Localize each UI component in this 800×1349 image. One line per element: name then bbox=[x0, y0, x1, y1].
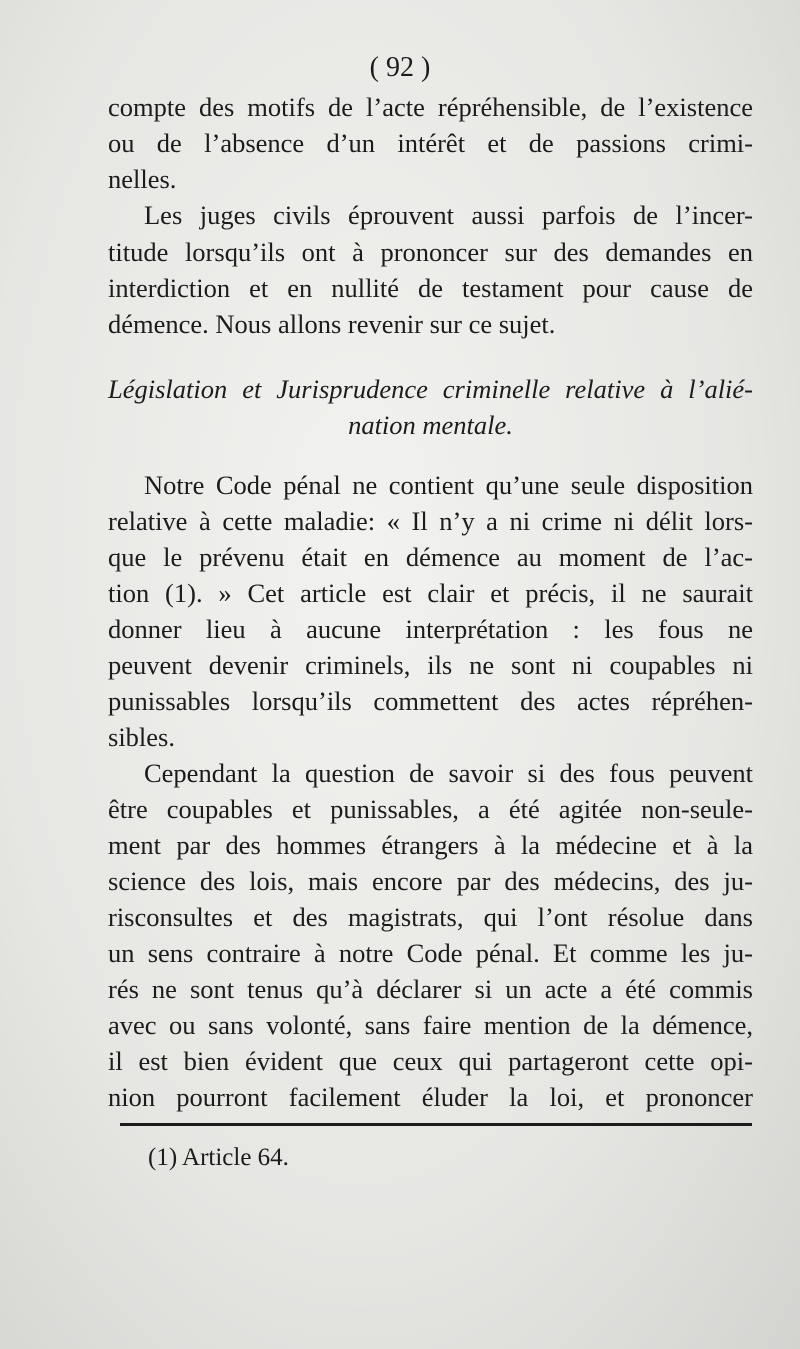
section-heading-continuation: nation mentale. bbox=[348, 410, 513, 440]
text-line: que le prévenu était en démence au moment de l’ac- bbox=[108, 542, 753, 572]
text-line: nelles. bbox=[108, 164, 177, 194]
text-line: titude lorsqu’ils ont à prononcer sur des demandes en bbox=[108, 237, 753, 267]
text-line: sibles. bbox=[108, 722, 175, 752]
footnote: (1) Article 64. bbox=[148, 1144, 289, 1171]
text-line: Notre Code pénal ne contient qu’une seule disposition bbox=[144, 470, 753, 500]
text-line: être coupables et punissables, a été agitée non-seule- bbox=[108, 794, 753, 824]
text-line: risconsultes et des magistrats, qui l’ont résolue dans bbox=[108, 902, 753, 932]
text-line: Les juges civils éprouvent aussi parfois de l’incer- bbox=[144, 200, 753, 230]
text-line: avec ou sans volonté, sans faire mention de la démence, bbox=[108, 1010, 753, 1040]
text-line: Cependant la question de savoir si des fous peuvent bbox=[144, 758, 753, 788]
section-heading: Législation et Jurisprudence criminelle relative à l’alié- bbox=[108, 374, 753, 404]
text-line: tion (1). » Cet article est clair et précis, il ne saurait bbox=[108, 578, 753, 608]
text-line: interdiction et en nullité de testament pour cause de bbox=[108, 273, 753, 303]
footnote-separator bbox=[120, 1123, 752, 1126]
text-line: science des lois, mais encore par des médecins, des ju- bbox=[108, 866, 753, 896]
text-line: ment par des hommes étrangers à la médecine et à la bbox=[108, 830, 753, 860]
text-line: peuvent devenir criminels, ils ne sont ni coupables ni bbox=[108, 650, 753, 680]
text-line: compte des motifs de l’acte répréhensible, de l’existence bbox=[108, 92, 753, 122]
text-line: il est bien évident que ceux qui partageront cette opi- bbox=[108, 1046, 753, 1076]
text-line: relative à cette maladie: « Il n’y a ni crime ni délit lors- bbox=[108, 506, 753, 536]
text-line: ou de l’absence d’un intérêt et de passions crimi- bbox=[108, 128, 753, 158]
text-line: punissables lorsqu’ils commettent des actes répréhen- bbox=[108, 686, 753, 716]
text-line: démence. Nous allons revenir sur ce sujet. bbox=[108, 309, 556, 339]
text-line: nion pourront facilement éluder la loi, et prononcer bbox=[108, 1082, 753, 1112]
text-line: donner lieu à aucune interprétation : les fous ne bbox=[108, 614, 753, 644]
page-number: ( 92 ) bbox=[369, 52, 431, 83]
text-line: rés ne sont tenus qu’à déclarer si un acte a été commis bbox=[108, 974, 753, 1004]
text-line: un sens contraire à notre Code pénal. Et comme les ju- bbox=[108, 938, 753, 968]
